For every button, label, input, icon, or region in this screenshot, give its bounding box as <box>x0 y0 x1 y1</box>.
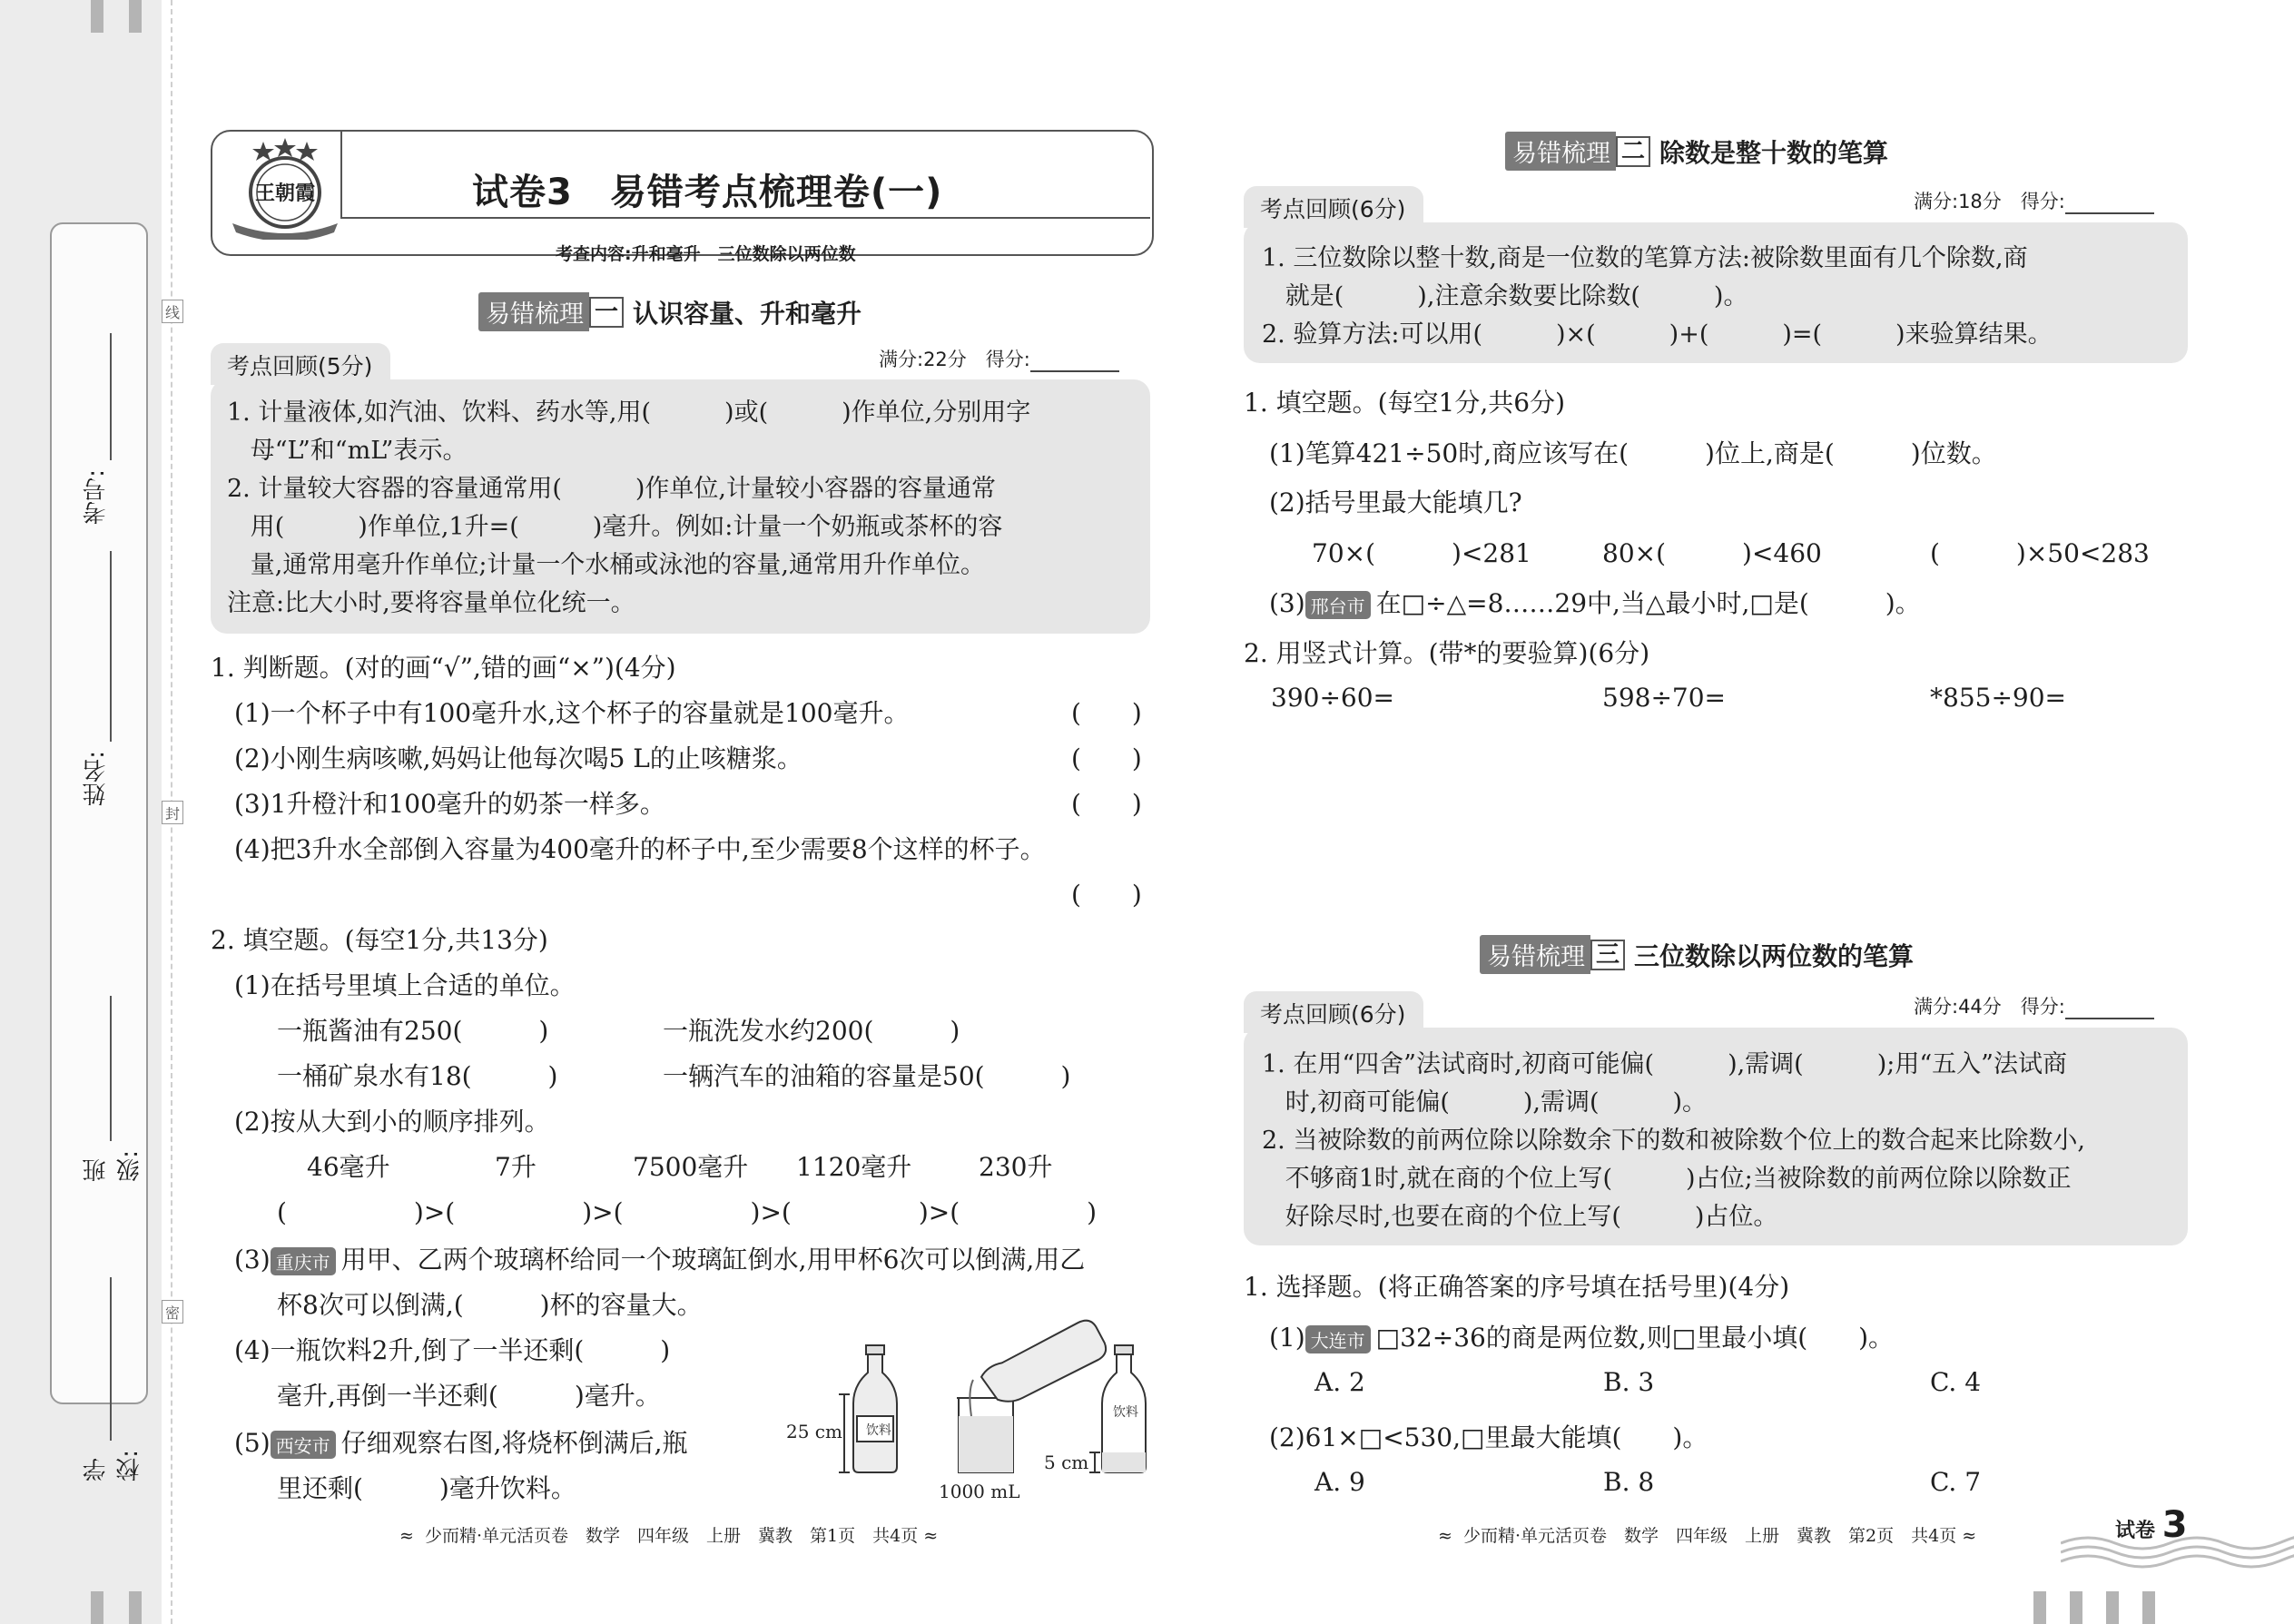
section3-q1-1 <box>1269 1318 1894 1354</box>
order-value: 1120毫升 <box>796 1152 912 1182</box>
footer-left: ≈ 少而精·单元活页卷 数学 四年级 上册 冀教 第1页 共4页 ≈ <box>399 1526 939 1546</box>
footer-right: ≈ 少而精·单元活页卷 数学 四年级 上册 冀教 第2页 共4页 ≈ <box>1438 1526 1977 1546</box>
name-field <box>52 551 146 823</box>
section1-q2-1c: 一桶矿泉水有18( ) <box>277 1061 558 1091</box>
section3-score-blank[interactable] <box>2065 999 2154 1019</box>
city-badge-chongqing: 重庆市 <box>271 1247 336 1275</box>
section2-review-line: 2. 验算方法:可以用( )×( )+( )=( )来验算结果。 <box>1262 320 2053 349</box>
strip-mark <box>129 1591 142 1624</box>
section1-q2-3-label: (3) <box>234 1245 271 1275</box>
section3-title: 三位数除以两位数的笔算 <box>1634 940 1915 971</box>
section2-review-line: 1. 三位数除以整十数,商是一位数的笔算方法:被除数里面有几个除数,商 <box>1262 244 2028 272</box>
height-label-5cm: 5 cm <box>1044 1452 1089 1473</box>
answer-paren[interactable]: ( ) <box>1071 880 1142 910</box>
section3-review-line: 时,初商可能偏( ),需调( )。 <box>1262 1088 1708 1117</box>
section1-review-line: 量,通常用毫升作单位;计量一个水桶或泳池的容量,通常用升作单位。 <box>227 551 986 579</box>
section1-q1-item: (3)1升橙汁和100毫升的奶茶一样多。 <box>234 789 665 819</box>
strip-mark <box>91 0 103 33</box>
section1-review-line: 用( )作单位,1升=( )毫升。例如:计量一个奶瓶或茶杯的容 <box>227 513 1003 541</box>
section1-q2-4b: 毫升,再倒一半还剩( )毫升。 <box>277 1381 661 1411</box>
page-title: 试卷3 易错考点梳理卷(一) <box>472 172 943 213</box>
beaker-label: 1000 mL <box>939 1481 1020 1502</box>
bottle-beaker-figure <box>781 1307 1162 1507</box>
section2-q2-title: 2. 用竖式计算。(带*的要验算)(6分) <box>1244 638 1650 668</box>
calc-item: 598÷70= <box>1602 683 1726 713</box>
section1-q2-1a: 一瓶酱油有250( ) <box>277 1016 549 1046</box>
section1-q2-5-label: (5) <box>234 1428 271 1458</box>
name-line[interactable] <box>110 551 112 742</box>
exam-number-field <box>52 261 146 533</box>
order-answer-row[interactable]: ( )>( )>( )>( )>( ) <box>277 1197 1098 1227</box>
student-info-box <box>50 222 148 1481</box>
class-label: 班级: <box>83 1150 143 1182</box>
section1-number: 一 <box>589 297 624 328</box>
section1-review-line: 2. 计量较大容器的容量通常用( )作单位,计量较小容器的容量通常 <box>227 475 996 503</box>
city-badge-dalian: 大连市 <box>1305 1325 1371 1353</box>
calc-item: *855÷90= <box>1930 683 2066 713</box>
section1-score <box>879 345 1119 372</box>
section1-q2-1: (1)在括号里填上合适的单位。 <box>234 970 576 1000</box>
section1-q2-1b: 一瓶洗发水约200( ) <box>663 1016 960 1046</box>
strip-mark <box>129 0 142 33</box>
section2-q1-2-item: 70×( )<281 <box>1312 538 1531 568</box>
section3-review-line: 1. 在用“四舍”法试商时,初商可能偏( ),需调( );用“五入”法试商 <box>1262 1050 2067 1078</box>
section1-q2-1d: 一辆汽车的油箱的容量是50( ) <box>663 1061 1071 1091</box>
choice-option[interactable]: B. 8 <box>1603 1467 1655 1497</box>
strip-mark <box>2106 1591 2119 1624</box>
section1-review-line: 注意:比大小时,要将容量单位化统一。 <box>227 589 635 617</box>
city-badge-xingtai: 邢台市 <box>1305 591 1371 619</box>
section1-q2-3-text: 用甲、乙两个玻璃杯给同一个玻璃缸倒水,用甲杯6次可以倒满,用乙 <box>340 1245 1086 1275</box>
section3-review-line: 不够商1时,就在商的个位上写( )占位;当被除数的前两位除以除数正 <box>1262 1165 2072 1193</box>
section3-badge: 易错梳理 <box>1480 935 1590 974</box>
logo-text: 王朝霞 <box>254 182 316 205</box>
section1-q2-5-text: 仔细观察右图,将烧杯倒满后,瓶 <box>340 1428 688 1458</box>
class-field <box>52 851 146 1182</box>
exam-number-line[interactable] <box>110 333 112 460</box>
section3-review-line: 好除尽时,也要在商的个位上写( )占位。 <box>1262 1203 1778 1231</box>
section1-q2-3 <box>234 1240 1085 1276</box>
page-number-value: 3 <box>2161 1504 2188 1546</box>
bottle-label-right: 饮料 <box>1113 1405 1138 1420</box>
order-value: 7500毫升 <box>633 1152 749 1182</box>
section1-review-line: 1. 计量液体,如汽油、饮料、药水等,用( )或( )作单位,分别用字 <box>227 399 1031 427</box>
section2-q1-1: (1)笔算421÷50时,商应该写在( )位上,商是( )位数。 <box>1269 438 1997 468</box>
choice-option[interactable]: A. 9 <box>1314 1467 1365 1497</box>
order-value: 46毫升 <box>307 1152 390 1182</box>
strip-mark <box>91 1591 103 1624</box>
exam-number-label: 考号: <box>83 469 110 525</box>
section1-q1-item: (1)一个杯子中有100毫升水,这个杯子的容量就是100毫升。 <box>234 698 910 728</box>
section2-q1-3 <box>1269 584 1921 620</box>
class-line[interactable] <box>110 996 112 1141</box>
section1-review-line: 母“L”和“mL”表示。 <box>227 437 468 465</box>
answer-paren[interactable]: ( ) <box>1071 698 1142 728</box>
school-field <box>52 1141 146 1481</box>
cut-label-seal: 封 <box>162 801 183 824</box>
school-label: 学校: <box>83 1450 143 1481</box>
section2-heading <box>1505 132 1888 171</box>
section1-title: 认识容量、升和毫升 <box>633 298 862 329</box>
section1-review-tab: 考点回顾(5分) <box>211 343 390 385</box>
strip-mark <box>2070 1591 2082 1624</box>
section2-q1-3-text: 在□÷△=8……29中,当△最小时,□是( )。 <box>1375 588 1921 618</box>
section1-heading <box>478 292 861 331</box>
section2-title: 除数是整十数的笔算 <box>1659 137 1889 168</box>
cut-label-secret: 密 <box>162 1300 183 1324</box>
section2-score-blank[interactable] <box>2065 194 2154 214</box>
bottle-label-left: 饮料 <box>866 1423 891 1438</box>
section2-score-text: 满分:18分 得分: <box>1914 191 2065 212</box>
section3-q1-2: (2)61×□<530,□里最大能填( )。 <box>1269 1422 1708 1452</box>
section1-q2-5b: 里还剩( )毫升饮料。 <box>277 1473 576 1503</box>
section1-score-blank[interactable] <box>1030 352 1119 372</box>
section3-review-tab: 考点回顾(6分) <box>1244 991 1423 1033</box>
section1-q2-5 <box>234 1423 687 1460</box>
calc-item: 390÷60= <box>1271 683 1394 713</box>
title-separator <box>340 217 1150 219</box>
school-line[interactable] <box>110 1277 112 1441</box>
section2-review-line: 就是( ),注意余数要比除数( )。 <box>1262 282 1748 310</box>
answer-paren[interactable]: ( ) <box>1071 743 1142 773</box>
section1-q1-title: 1. 判断题。(对的画“√”,错的画“×”)(4分) <box>211 653 676 683</box>
section2-review-tab: 考点回顾(6分) <box>1244 186 1423 228</box>
section2-q1-2-item: 80×( )<460 <box>1602 538 1822 568</box>
section2-q1-title: 1. 填空题。(每空1分,共6分) <box>1244 388 1565 418</box>
section1-q2-2: (2)按从大到小的顺序排列。 <box>234 1107 550 1137</box>
section3-score-text: 满分:44分 得分: <box>1914 996 2065 1018</box>
order-value: 230升 <box>979 1152 1053 1182</box>
choice-option[interactable]: A. 2 <box>1314 1367 1365 1397</box>
section3-q1-title: 1. 选择题。(将正确答案的序号填在括号里)(4分) <box>1244 1272 1790 1302</box>
section1-q2-title: 2. 填空题。(每空1分,共13分) <box>211 925 548 955</box>
height-label-25cm: 25 cm <box>786 1421 842 1442</box>
answer-paren[interactable]: ( ) <box>1071 789 1142 819</box>
section3-number: 三 <box>1590 940 1625 970</box>
strip-mark <box>2033 1591 2046 1624</box>
order-value: 7升 <box>495 1152 537 1182</box>
section2-q1-3-label: (3) <box>1269 588 1305 618</box>
section2-q1-2: (2)括号里最大能填几? <box>1269 487 1522 517</box>
strip-mark <box>2142 1591 2155 1624</box>
section1-q1-item: (2)小刚生病咳嗽,妈妈让他每次喝5 L的止咳糖浆。 <box>234 743 802 773</box>
section3-score <box>1914 992 2154 1019</box>
page-number-label: 试卷 <box>2115 1520 2156 1542</box>
choice-option[interactable]: B. 3 <box>1603 1367 1655 1397</box>
choice-option[interactable]: C. 4 <box>1930 1367 1982 1397</box>
city-badge-xian: 西安市 <box>271 1431 336 1459</box>
page-number <box>2115 1504 2188 1546</box>
section3-q1-1-text: □32÷36的商是两位数,则□里最小填( )。 <box>1375 1323 1895 1353</box>
publisher-logo <box>227 136 343 240</box>
section1-q2-4a: (4)一瓶饮料2升,倒了一半还剩( ) <box>234 1335 671 1365</box>
section2-number: 二 <box>1616 136 1650 167</box>
section1-badge: 易错梳理 <box>478 292 589 331</box>
name-label: 姓名: <box>83 751 110 806</box>
section2-badge: 易错梳理 <box>1505 132 1616 171</box>
section3-q1-1-label: (1) <box>1269 1323 1305 1353</box>
choice-option[interactable]: C. 7 <box>1930 1467 1982 1497</box>
page-subtitle: 考查内容:升和毫升 三位数除以两位数 <box>556 244 856 264</box>
section3-heading <box>1480 935 1914 974</box>
section1-q2-3b: 杯8次可以倒满,( )杯的容量大。 <box>277 1290 703 1320</box>
section2-score <box>1914 187 2154 214</box>
cut-label-line: 线 <box>162 300 183 323</box>
section3-review-line: 2. 当被除数的前两位除以除数余下的数和被除数个位上的数合起来比除数小, <box>1262 1127 2085 1155</box>
section1-score-text: 满分:22分 得分: <box>879 349 1030 370</box>
section1-q1-item: (4)把3升水全部倒入容量为400毫升的杯子中,至少需要8个这样的杯子。 <box>234 834 1046 864</box>
section2-q1-2-item: ( )×50<283 <box>1930 538 2150 568</box>
